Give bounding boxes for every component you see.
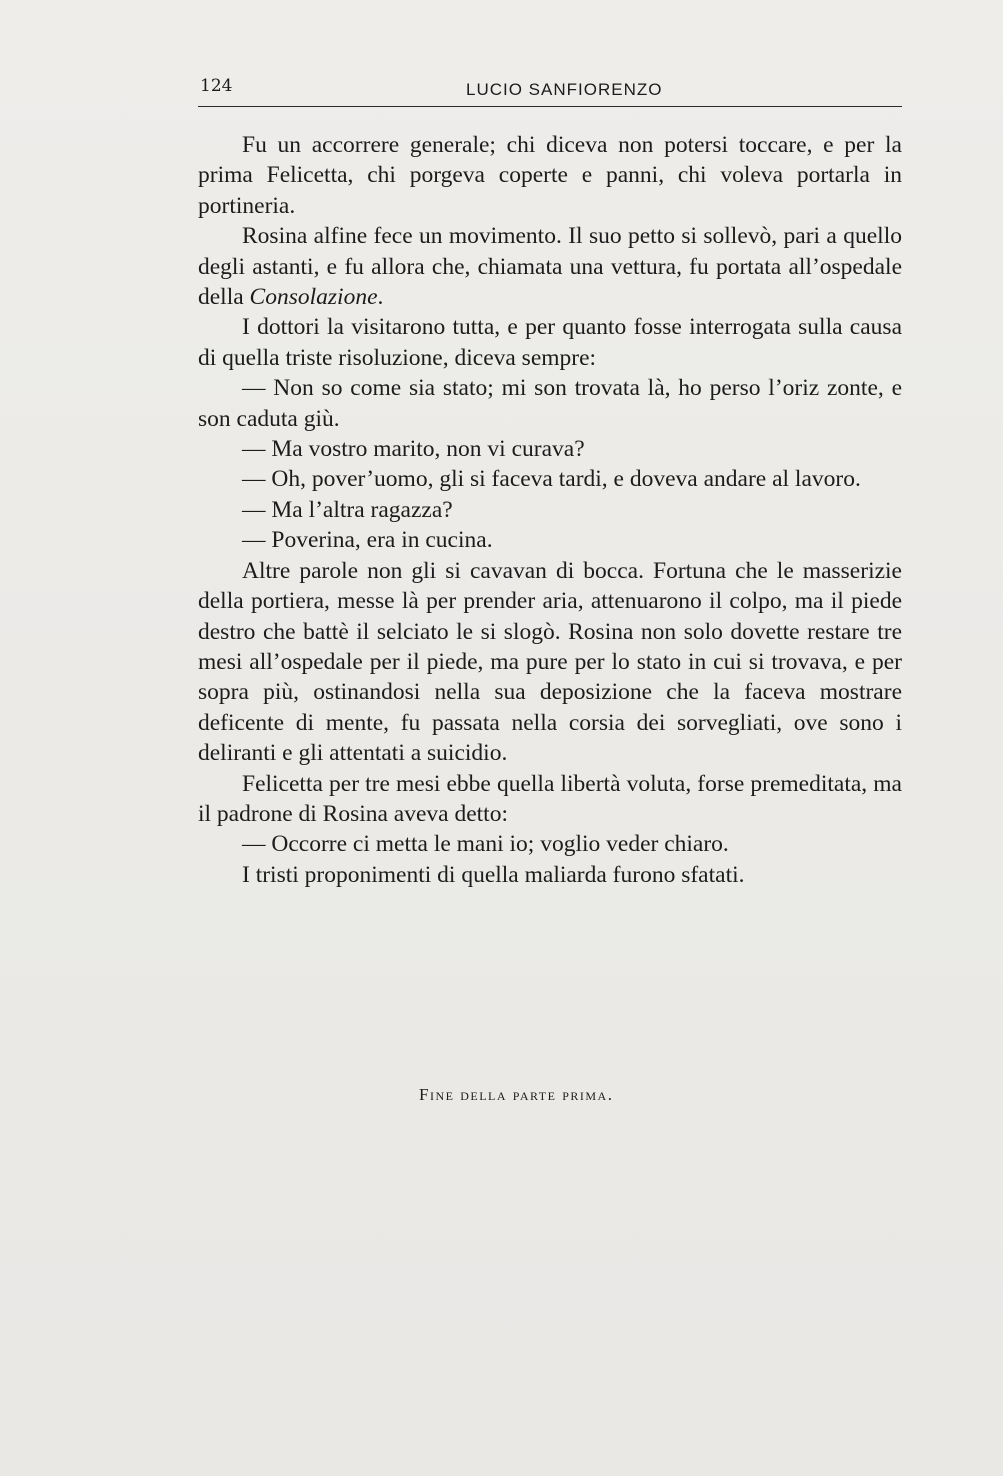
- dialogue-line: — Non so come sia stato; mi son trovata là, ho perso l’oriz zonte, e son caduta giù.: [198, 375, 902, 432]
- paragraph: I tristi proponimenti di quella maliarda furono sfatati.: [242, 861, 745, 888]
- paragraph: Felicetta per tre mesi ebbe quella libertà voluta, forse premeditata, ma il padrone di Rosina aveva detto:: [198, 770, 902, 827]
- paragraph-text: Rosina alfine fece un movimento. Il suo petto si sollevò, pari a quello degli astanti, e fu allora che, chiamata una vettura, fu portata all’ospedale della: [198, 223, 902, 311]
- paragraph: Altre parole non gli si cavavan di bocca. Fortuna che le masserizie della portiera, messe là per prender aria, attenuarono il colpo, ma il piede destro che battè il selciato le si slogò. Rosina non solo dovette restare tre mesi all’ospedale per il piede, ma pure per lo stato in cui si trovava, e per sopra più, ostinandosi nella sua deposizione che la faceva mostrare deficente di mente, fu passata nella corsia dei sorvegliati, ove sono i deliranti e gli attentati a suicidio.: [198, 557, 902, 767]
- italic-term: Consolazione: [249, 284, 378, 311]
- paragraph: Fu un accorrere generale; chi diceva non potersi toccare, e per la prima Felicetta, chi porgeva coperte e panni, chi voleva portarla in portineria.: [198, 132, 902, 219]
- end-of-part-note: Fine della parte prima.: [419, 1085, 614, 1104]
- paragraph: I dottori la visitarono tutta, e per quanto fosse interrogata sulla causa di quella triste risoluzione, diceva sempre:: [198, 314, 902, 371]
- body-text: [198, 130, 902, 890]
- dialogue-line: — Oh, pover’uomo, gli si faceva tardi, e doveva andare al lavoro.: [242, 466, 861, 493]
- dialogue-line: — Ma vostro marito, non vi curava?: [242, 436, 585, 463]
- dialogue-line: — Poverina, era in cucina.: [242, 527, 493, 554]
- page-header: [198, 72, 902, 107]
- page-number: 124: [200, 76, 233, 96]
- dialogue-line: — Occorre ci metta le mani io; voglio veder chiaro.: [242, 831, 729, 858]
- paragraph-text: .: [377, 284, 384, 311]
- dialogue-line: — Ma l’altra ragazza?: [242, 496, 453, 523]
- running-head: LUCIO SANFIORENZO: [466, 80, 663, 99]
- paragraph: [198, 221, 902, 312]
